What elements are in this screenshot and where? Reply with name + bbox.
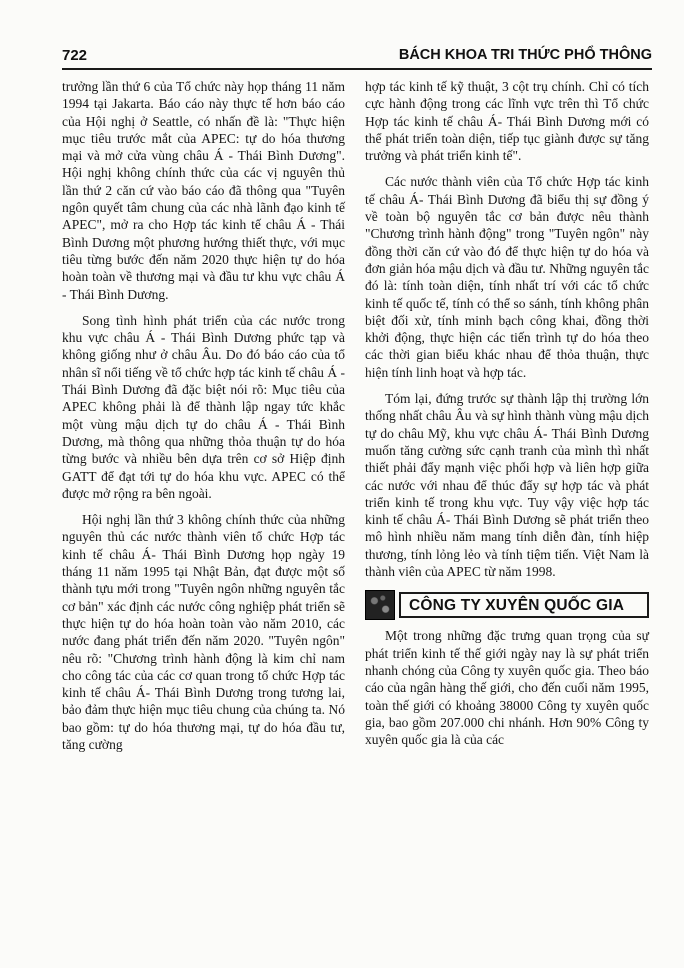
book-title: BÁCH KHOA TRI THỨC PHỔ THÔNG bbox=[398, 47, 652, 63]
right-column bbox=[365, 78, 649, 757]
page-header bbox=[62, 44, 652, 70]
paragraph: Một trong những đặc trưng quan trọng của sự phát triển kinh tế thế giới ngày nay là sự phát triển nhanh chóng của Công ty xuyên quốc gia. Theo báo cáo của ngân hàng thế giới, cho đến cuối năm 1995, toàn thế giới có khoảng 38000 Công ty xuyên quốc gia, bao gồm 207.000 chi nhánh. Hơn 90% Công ty xuyên quốc gia là của các bbox=[365, 628, 649, 748]
section-heading bbox=[365, 590, 649, 620]
paragraph: Các nước thành viên của Tổ chức Hợp tác kinh tế châu Á- Thái Bình Dương đã biểu thị sự đồng ý về toàn bộ nguyên tắc cơ bản được nêu thành "Chương trình hành động" trong "Tuyên ngôn" này đồng thời căn cứ vào đó để thực hiện tự do hóa và đơn giản hóa mậu dịch và đầu tư. Những nguyên tắc đó là: tính toàn diện, tính nhất trí với các tổ chức kinh tế quốc tế, tính có thể so sánh, tính không phân biệt đối xử, tính minh bạch công khai, đồng thời khởi động, thực hiện các tiến trình tự do hóa theo các thời gian biểu khác nhau để thỏa thuận, thực hiện tính linh hoạt và hợp tác. bbox=[365, 174, 649, 380]
paragraph: Tóm lại, đứng trước sự thành lập thị trường lớn thống nhất châu Âu và sự hình thành vùng mậu dịch tự do châu Mỹ, khu vực châu Á- Thái Bình Dương muốn tăng cường sức cạnh tranh của mình thì nhất thiết phải đẩy mạnh việc phối hợp và liên hợp giữa các nước với nhau để thúc đẩy sự hợp tác và phát triển kinh tế trong khu vực. Tuy vậy việc hợp tác kinh tế châu Á- Thái Bình Dương sẽ phát triển theo mô hình nhiều năm mang tính diễn đàn, tính hiệp thương, tính lỏng lẻo và tính tiệm tiến. Việt Nam là thành viên của APEC từ năm 1998. bbox=[365, 391, 649, 580]
section-title: CÔNG TY XUYÊN QUỐC GIA bbox=[399, 592, 649, 618]
paragraph: hợp tác kinh tế kỹ thuật, 3 cột trụ chính. Chỉ có tích cực hành động trong các lĩnh vực trên thì Tổ chức Hợp tác kinh tế châu Á- Thái Bình Dương mới có thể phát triển toàn diện, tiếp tục giành được sự tăng trưởng và phát triển kinh tế". bbox=[365, 79, 649, 164]
paragraph: Hội nghị lần thứ 3 không chính thức của những nguyên thủ các nước thành viên tổ chức Hợp tác kinh tế châu Á- Thái Bình Dương họp ngày 19 tháng 11 năm 1995 tại Nhật Bản, đạt được một số thành tựu mới trong "Tuyên ngôn những nguyên tắc cơ bản" xác định các nước công nghiệp phát triển sẽ thực hiện tự do hóa hoàn toàn vào năm 2010, các nước đang phát triển đến năm 2020. "Tuyên ngôn" nêu rõ: "Chương trình hành động là kim chỉ nam cho công tác của các cơ quan trong tổ chức Hợp tác kinh tế châu Á- Thái Bình Dương trong tương lai, bảo đảm thực hiện mục tiêu chung của chúng ta. Nó bao gồm: tự do hóa thương mại, tự do hóa đầu tư, tăng cường bbox=[62, 512, 345, 752]
page-number: 722 bbox=[62, 47, 88, 64]
left-column bbox=[62, 78, 345, 762]
paragraph: Song tình hình phát triển của các nước trong khu vực châu Á - Thái Bình Dương phức tạp và không giống như ở châu Âu. Do đó báo cáo của tổ nhân sĩ nổi tiếng về tổ chức hợp tác kinh tế châu Á - Thái Bình Dương đã đặc biệt nói rõ: Mục tiêu của APEC không phải là để thành lập ngay tức khắc một vùng mậu dịch tự do châu Á - Thái Bình Dương, mà thông qua những thỏa thuận tự do hóa từng bước và nhiều bên dựa trên cơ sở Hiệp định GATT để đạt tới tự do hóa khu vực. APEC có thể được mở rộng ra bên ngoài. bbox=[62, 312, 345, 501]
section-image-icon bbox=[365, 590, 395, 620]
paragraph: trưởng lần thứ 6 của Tổ chức này họp tháng 11 năm 1994 tại Jakarta. Báo cáo này thực tế hơn báo cáo của Hội nghị ở Seattle, có nhấn đề là: "Thực hiện mục tiêu trước mắt của APEC: tự do hóa thương mại và mở cửa vùng châu Á - Thái Bình Dương". Hội nghị không chính thức của các vị nguyên thủ lần thứ 2 căn cứ vào báo cáo đã thông qua "Tuyên ngôn quyết tâm chung của các nhà lãnh đạo kinh tế APEC", mở ra cho Hợp tác kinh tế châu Á - Thái Bình Dương một phương hướng thiết thực, với mục tiêu từng bước đến năm 2020 thực hiện tự do hóa hoàn toàn về thương mại và đầu tư khu vực châu Á - Thái Bình Dương. bbox=[62, 79, 345, 302]
